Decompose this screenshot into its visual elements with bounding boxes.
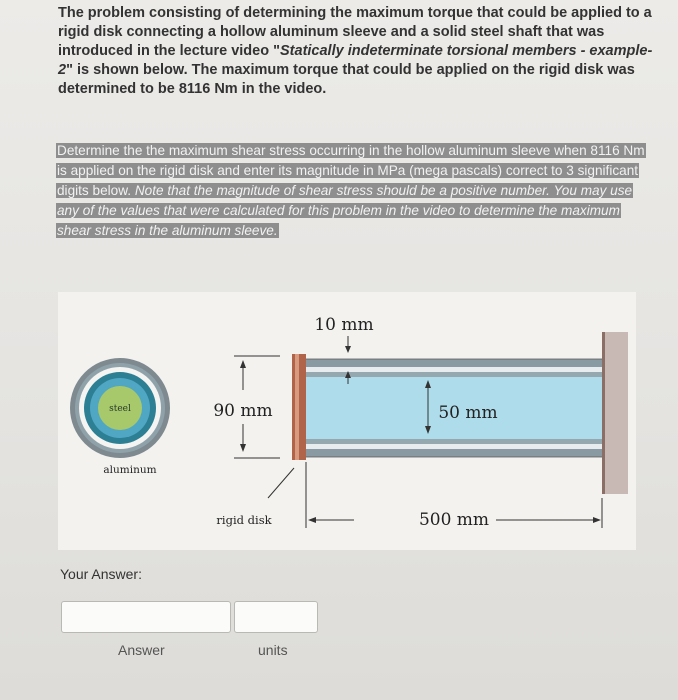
aluminum-label: aluminum bbox=[103, 464, 157, 476]
dim-90-label: 90 mm bbox=[213, 401, 273, 421]
dim-500mm bbox=[306, 462, 602, 530]
problem-task: Determine the the maximum shear stress occurring in the hollow aluminum sleeve when 8116 Nm is applied on the rigid disk and enter its magnitude in MPa (mega pascals) correct to 3 significant digits below. Note that the magnitude of shear stress should be a positive number. You may use any of the values that were calculated for this problem in the video to determine the maximum shear stress in the aluminum sleeve. bbox=[57, 143, 645, 238]
answer-caption: Answer bbox=[118, 642, 165, 658]
rigid-disk-label: rigid disk bbox=[216, 513, 272, 527]
rigid-disk bbox=[216, 354, 306, 527]
dim-500-label: 500 mm bbox=[418, 510, 490, 530]
steel-label: steel bbox=[109, 404, 131, 414]
problem-intro: The problem consisting of determining the maximum torque that could be applied to a rigid disk connecting a hollow aluminum sleeve and a solid steel shaft that was introduced in the lecture video "Statically indeterminate torsional members - example-2" is shown below. The maximum torque that could be applied on the rigid disk was determined to be 8116 Nm in the video. bbox=[58, 5, 653, 97]
units-caption: units bbox=[258, 642, 288, 658]
units-input[interactable] bbox=[234, 601, 318, 633]
answer-input[interactable] bbox=[61, 601, 231, 633]
dim-50-label: 50 mm bbox=[438, 403, 498, 423]
dim-90mm bbox=[213, 356, 280, 458]
shaft-figure bbox=[58, 292, 636, 550]
cross-section bbox=[70, 358, 170, 476]
dim-10-label: 10 mm bbox=[314, 315, 374, 335]
your-answer-label: Your Answer: bbox=[60, 566, 142, 582]
